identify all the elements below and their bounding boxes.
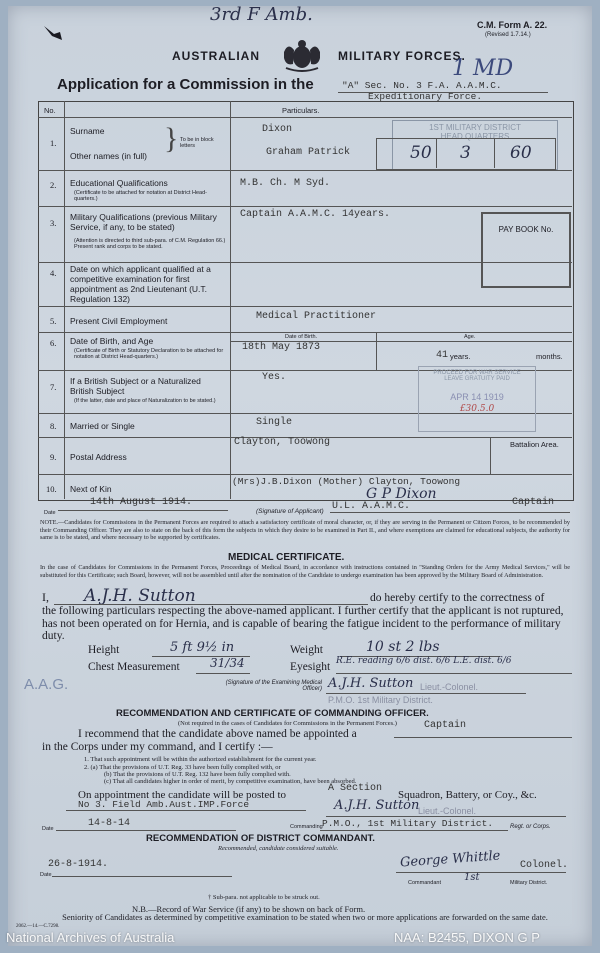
side-box-val: 3: [460, 143, 471, 163]
weight-value: 10 st 2 lbs: [366, 639, 440, 655]
row-label: Postal Address: [70, 452, 127, 462]
row-note: (Attention is directed to third sub-para. of C.M. Regulation 66.) Present rank and corps to be stated.: [74, 238, 226, 250]
col-no-header: No.: [44, 106, 56, 115]
archive-watermark-right: NAA: B2455, DIXON G P: [394, 930, 540, 945]
nb-line-2: Seniority of Candidates as determined by competitive examination to be stated when two or more applications are forwarded on the same date.: [62, 912, 548, 922]
col-particulars-header: Particulars.: [282, 106, 320, 115]
regt-label: Regt. or Corps.: [510, 824, 551, 830]
row-label: Married or Single: [70, 421, 135, 431]
row-label: Surname: [70, 126, 105, 136]
sig-label: (Signature of Applicant): [256, 508, 324, 515]
recommend-date: 14-8-14: [88, 818, 131, 829]
age-subheader: Age.: [464, 334, 476, 340]
leave-stamp-line: LEAVE GRATUITY PAID: [444, 376, 510, 382]
district-date: 26-8-1914.: [48, 859, 109, 870]
military-value: Captain A.A.M.C. 14years.: [240, 209, 391, 220]
co-rank: Lieut.-Colonel.: [418, 806, 477, 816]
height-value: 5 ft 9½ in: [170, 640, 235, 655]
recommendation-heading: RECOMMENDATION AND CERTIFICATE OF COMMANDING OFFICER.: [116, 708, 429, 719]
sig-line: [330, 512, 570, 513]
side-box-divider: [436, 138, 437, 168]
side-box-divider: [494, 138, 495, 168]
row-label: Military Qualifications (previous Military Service, if any, to be stated): [70, 212, 217, 232]
age-years-value: 41: [436, 350, 449, 361]
district-commandant: Commandant: [408, 880, 442, 886]
pmo-stamp: P.M.O. 1st Military District.: [328, 695, 433, 705]
battalion-area-label: Battalion Area.: [510, 440, 559, 449]
pay-book-box: [481, 212, 571, 288]
applicant-rank: Captain: [512, 497, 555, 508]
british-subject-value: Yes.: [262, 372, 287, 383]
doctor-name: A.J.H. Sutton: [84, 586, 196, 606]
recommend-item: 1. That such appointment will be within the authorized establishment for the current year.: [84, 756, 317, 763]
commanding-typed: P.M.O., 1st Military District.: [322, 818, 494, 829]
row-note: (Certificate of Birth or Statutory Declaration to be attached for notation at District Head-quarters.): [74, 348, 224, 360]
note-text: NOTE.—Candidates for Commissions in the Permanent Forces are required to attach a satisfactory certificate of moral character, or, if they are serving in the Permanent or Citizen Forces, to be recommended by their Commanding Officer. They are also to state on the back of this form the subjects in which they desire to be examined in Part II., and where exemptions are claimed for educational subjects, the authority for same is to be stated, and where necessary to be supported by certificates.: [40, 519, 570, 542]
postal-address-value: Clayton, Toowong: [234, 437, 331, 448]
posting-rest: Squadron, Battery, or Coy., &c.: [398, 789, 537, 801]
coat-of-arms-icon: [278, 38, 326, 74]
header-australian: AUSTRALIAN: [172, 49, 260, 63]
surname-value: Dixon: [262, 124, 293, 135]
date-line: [58, 510, 228, 511]
brace: }: [164, 122, 179, 155]
recommend-line2: in the Corps under my command, and I certify :—: [42, 741, 273, 753]
examining-line: [326, 693, 526, 694]
district-date-label: Date: [40, 872, 52, 878]
sub-para-note: † Sub-para. not applicable to be struck out.: [208, 894, 320, 901]
recommend-item: 2. (a) That the provisions of U.T. Reg. 33 have been fully complied with, or: [84, 764, 281, 771]
medical-body: the following particulars respecting the above-named applicant. I further certify that the applicant is not ruptured, has not been operated on for Hernia, and is capable of bearing the fatigue incident to the performance of military duty.: [42, 605, 564, 642]
height-label: Height: [88, 644, 120, 656]
hq-stamp-text: 1ST MILITARY DISTRICT HEAD QUARTERS: [429, 123, 521, 141]
recommendation-sub: (Not required in the cases of Candidates for Commissions in the Permanent Forces.): [178, 720, 397, 727]
weight-label: Weight: [290, 644, 323, 656]
medical-intro: In the case of Candidates for Commissions in the Permanent Forces, Proceedings of Medical Board, in accordance with instructions contained in "Standing Orders for the Army Medical Services," will be substituted for this Certificate; such Board, however, will not be assembled until after the nomination of the Candidate to undergo examination has been approved by the Military Board of Administration.: [40, 564, 570, 579]
table-col-divider-2: [230, 101, 231, 499]
months-label: months.: [536, 352, 563, 361]
row-line: [38, 117, 572, 118]
leave-stamp: [418, 366, 536, 432]
row-label: Date on which applicant qualified at a competitive examination for first appointment as 2nd Lieutenant (U.T. Regulation 132): [70, 264, 211, 304]
row-no: 8.: [50, 421, 57, 431]
row-note: (Certificate to be attached for notation at District Head-quarters.): [74, 190, 207, 202]
row-label: Date of Birth, and Age: [70, 336, 154, 346]
recommend-rank-line: [394, 737, 572, 738]
dob-age-divider: [376, 332, 377, 370]
examining-signature: A.J.H. Sutton: [328, 676, 414, 691]
posting-unit: No 3. Field Amb.Aust.IMP.Force: [78, 799, 250, 810]
row-line: [38, 306, 572, 307]
row-no: 6.: [50, 338, 57, 348]
row-line: [38, 332, 572, 333]
recommend-date-line: [56, 830, 236, 831]
side-box-val: 60: [510, 143, 532, 163]
dob-value: 18th May 1873: [242, 342, 321, 353]
row-no: 4.: [50, 268, 57, 278]
side-box-val: 50: [410, 143, 432, 163]
top-scribble: 3rd F Amb.: [210, 4, 313, 25]
row-line: [38, 206, 572, 207]
district-military: Military District.: [510, 880, 548, 886]
row-label: Present Civil Employment: [70, 316, 168, 326]
next-of-kin-value: (Mrs)J.B.Dixon (Mother) Clayton, Toowong: [232, 476, 461, 487]
medical-heading: MEDICAL CERTIFICATE.: [228, 552, 345, 563]
posting-typed: A Section: [328, 783, 383, 794]
unit-typed-2: Expeditionary Force.: [368, 91, 483, 102]
handwritten-tag: 1 MD: [452, 56, 514, 81]
district-number: 1st: [464, 872, 480, 883]
archive-watermark-left: National Archives of Australia: [6, 930, 175, 945]
leave-amount: £30.5.0: [459, 404, 495, 414]
row-no: 9.: [50, 452, 57, 462]
recommend-item: (b) That the provisions of U.T. Reg. 132 have been fully complied with.: [104, 771, 291, 778]
examining-label: (Signature of the Examining Medical Officer): [225, 680, 322, 692]
row-no: 7.: [50, 382, 57, 392]
date-label: Date: [44, 510, 56, 516]
eyesight-line: [336, 673, 572, 674]
leave-date: APR 14 1919: [450, 392, 504, 402]
posting-unit-line: [66, 810, 306, 811]
chest-value: 31/34: [210, 656, 245, 670]
title-underline: [338, 92, 548, 93]
posting-label: On appointment the candidate will be posted to: [78, 789, 287, 801]
dob-subheader: Date of Birth.: [285, 334, 318, 340]
district-sub: Recommended, candidate considered suitable.: [218, 845, 339, 852]
commanding-label: Commanding: [290, 824, 323, 830]
row-label-2: Other names (in full): [70, 151, 147, 161]
battalion-divider: [490, 437, 491, 474]
row-no: 1.: [50, 138, 57, 148]
form-number: C.M. Form A. 22.: [477, 20, 548, 30]
district-heading: RECOMMENDATION OF DISTRICT COMMANDANT.: [146, 833, 375, 844]
district-sig-line: [396, 872, 566, 873]
recommend-date-label: Date: [42, 826, 54, 832]
row-label: Next of Kin: [70, 484, 112, 494]
row-no: 10.: [46, 484, 57, 494]
header-military-forces: MILITARY FORCES.: [338, 49, 466, 63]
printer-mark: 2062.—14.—C.7298.: [16, 924, 60, 929]
row-label: If a British Subject or a Naturalized British Subject: [70, 376, 201, 396]
row-line: [38, 474, 572, 475]
chest-line: [196, 673, 250, 674]
commanding-line: [320, 830, 508, 831]
leave-stamp-line: PROCEED FOR WAR SERVICE: [433, 370, 521, 376]
staple-mark: [40, 22, 66, 44]
row-no: 3.: [50, 218, 57, 228]
co-sig-line: [326, 816, 566, 817]
row-no: 5.: [50, 316, 57, 326]
row-no: 2.: [50, 180, 57, 190]
form-revised: (Revised 1.7.14.): [485, 32, 531, 38]
eyesight-value: R.E. reading 6/6 dist. 6/6 L.E. dist. 6/6: [336, 656, 512, 666]
applicant-signature: G P Dixon: [366, 486, 437, 502]
application-title: Application for a Commission in the: [57, 76, 314, 93]
aag-mark: A.A.G.: [24, 676, 69, 693]
district-date-line: [52, 876, 232, 877]
row-label: Educational Qualifications: [70, 178, 168, 188]
row-line: [38, 170, 572, 171]
medical-i: I,: [42, 590, 49, 604]
row-note: (If the latter, date and place of Naturalization to be stated.): [74, 398, 216, 404]
district-signature: George Whittle: [399, 848, 501, 871]
chest-label: Chest Measurement: [88, 661, 180, 673]
recommend-line1: I recommend that the candidate above named be appointed a: [78, 728, 357, 740]
medical-certify: do hereby certify to the correctness of: [370, 592, 545, 604]
marital-value: Single: [256, 417, 293, 428]
recommend-rank: Captain: [424, 720, 467, 731]
civil-employment-value: Medical Practitioner: [256, 311, 377, 322]
pay-book-label: PAY BOOK No.: [498, 225, 554, 234]
co-signature: A.J.H. Sutton: [334, 798, 420, 813]
years-label: years.: [450, 352, 471, 361]
table-col-divider-1: [64, 101, 65, 499]
eyesight-label: Eyesight: [290, 661, 331, 673]
other-names-value: Graham Patrick: [266, 147, 351, 158]
nb-line-1: N.B.—Record of War Service (if any) to be shown on back of Form.: [132, 904, 366, 914]
recommend-item: (c) That all candidates higher in order of merit, by competitive examination, have been absorbed.: [104, 778, 357, 785]
district-colonel: Colonel.: [520, 860, 569, 871]
row-note: To be in block letters: [180, 137, 214, 149]
education-value: M.B. Ch. M Syd.: [240, 178, 331, 189]
application-date: 14th August 1914.: [90, 497, 193, 508]
unit-typed: "A" Sec. No. 3 F.A. A.A.M.C.: [342, 80, 502, 91]
examining-rank: Lieut.-Colonel.: [420, 682, 479, 692]
applicant-sig-typed: U.L. A.A.M.C.: [332, 501, 411, 512]
